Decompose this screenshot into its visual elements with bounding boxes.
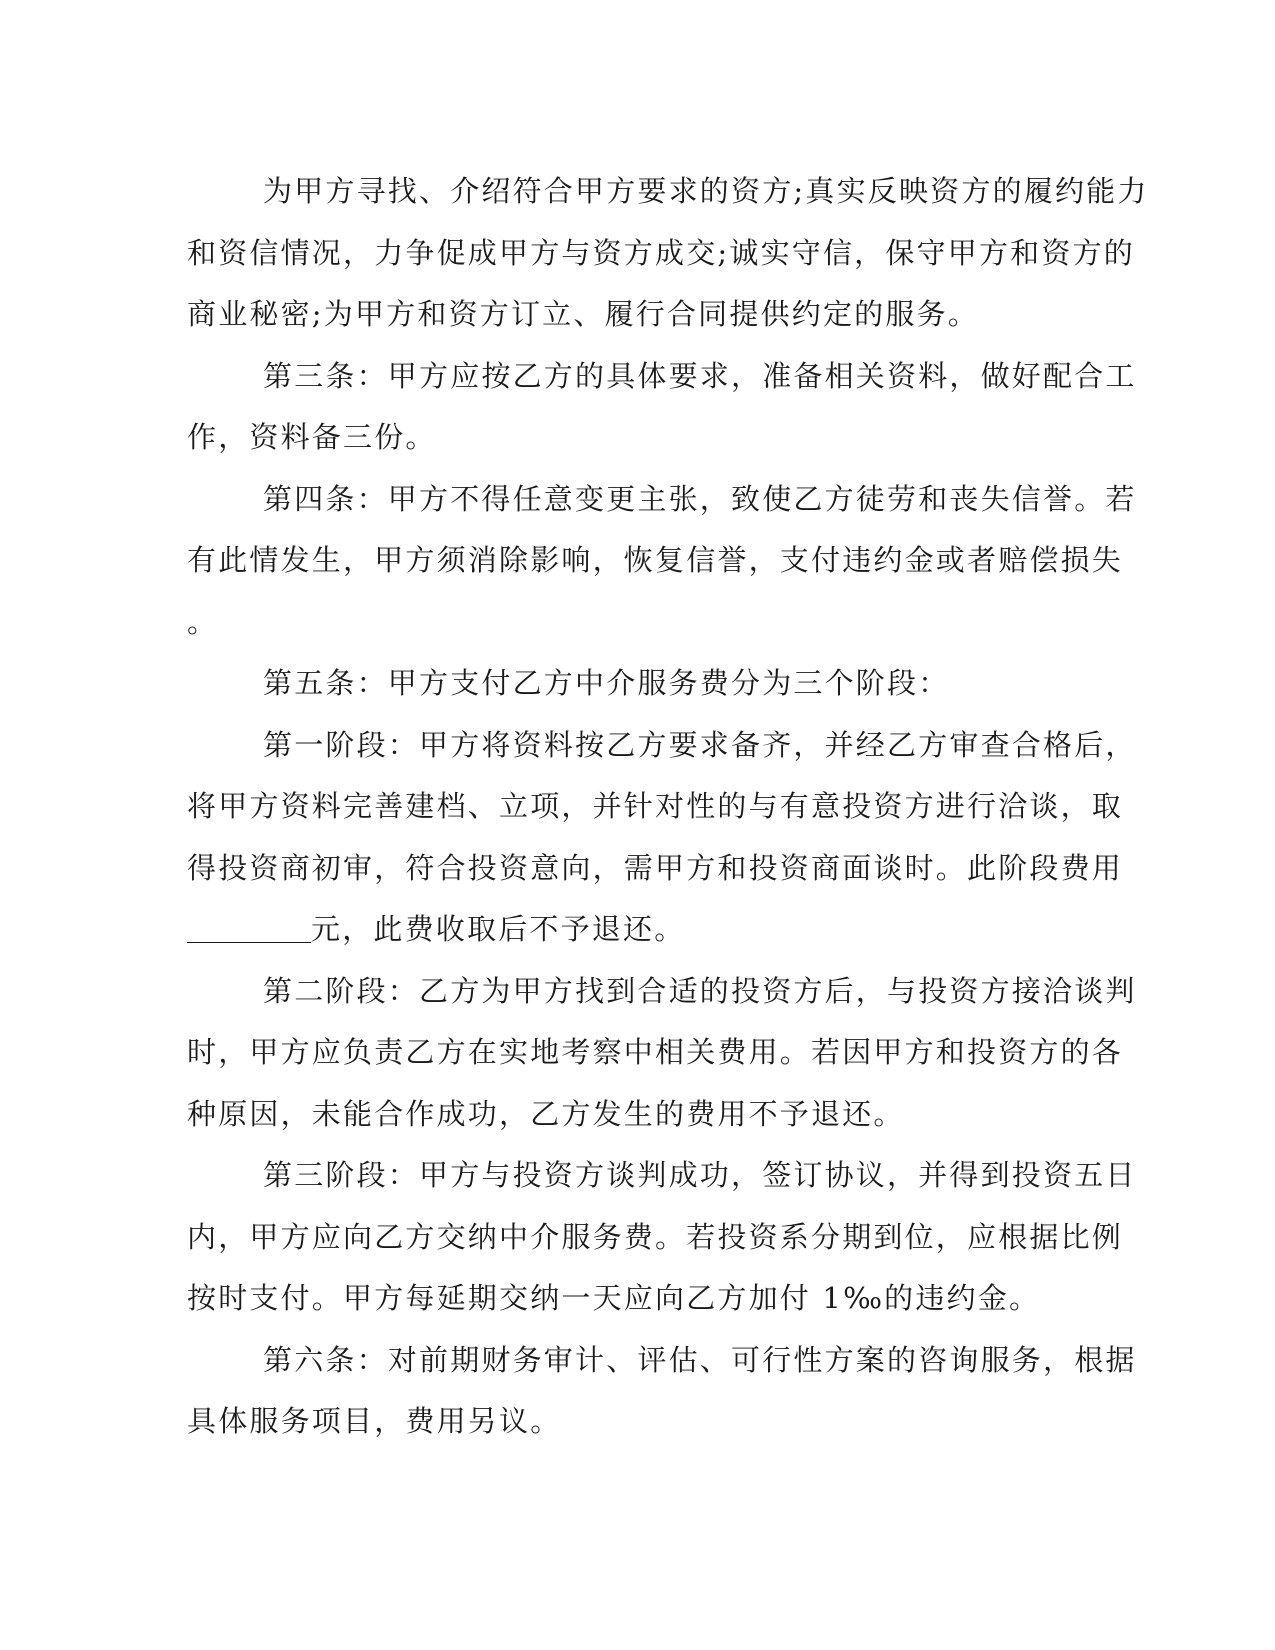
text-line: 有此情发生，甲方须消除影响，恢复信誉，支付违约金或者赔偿损失 <box>187 543 1124 577</box>
fee-line-text: 元，此费收取后不予退还。 <box>311 912 686 946</box>
text-line: 时，甲方应负责乙方在实地考察中相关费用。若因甲方和投资方的各 <box>187 1035 1124 1069</box>
text-line: 作，资料备三份。 <box>187 420 437 454</box>
text-line: 将甲方资料完善建档、立项，并针对性的与有意投资方进行洽谈，取 <box>187 789 1124 823</box>
document-body <box>187 161 1149 1453</box>
stage-2-line: 第二阶段：乙方为甲方找到合适的投资方后，与投资方接洽谈判 <box>263 973 1137 1008</box>
text-line: 种原因，未能合作成功，乙方发生的费用不予退还。 <box>187 1096 905 1131</box>
text-line: 得投资商初审，符合投资意向，需甲方和投资商面谈时。此阶段费用 <box>187 850 1124 885</box>
article-4-line: 第四条：甲方不得任意变更主张，致使乙方徒劳和丧失信誉。若 <box>263 481 1137 516</box>
stage-3-line: 第三阶段：甲方与投资方谈判成功，签订协议，并得到投资五日 <box>263 1158 1137 1192</box>
text-line: 为甲方寻找、介绍符合甲方要求的资方;真实反映资方的履约能力 <box>263 174 1149 208</box>
article-5-line: 第五条：甲方支付乙方中介服务费分为三个阶段： <box>263 666 950 700</box>
article-3-line: 第三条：甲方应按乙方的具体要求，准备相关资料，做好配合工 <box>263 358 1137 393</box>
fee-amount-blank[interactable] <box>187 912 311 943</box>
article-6-line: 第六条：对前期财务审计、评估、可行性方案的咨询服务，根据 <box>263 1342 1137 1377</box>
text-line: 商业秘密;为甲方和资方订立、履行合同提供约定的服务。 <box>187 297 979 331</box>
text-line: 。 <box>187 604 219 639</box>
text-line: 具体服务项目，费用另议。 <box>187 1404 562 1438</box>
text-line: 和资信情况，力争促成甲方与资方成交;诚实守信，保守甲方和资方的 <box>187 235 1135 270</box>
text-line: 按时支付。甲方每延期交纳一天应向乙方加付 1‰的违约金。 <box>187 1281 1041 1315</box>
text-line: 内，甲方应向乙方交纳中介服务费。若投资系分期到位，应根据比例 <box>187 1219 1124 1254</box>
stage-1-line: 第一阶段：甲方将资料按乙方要求备齐，并经乙方审查合格后， <box>263 727 1137 762</box>
fee-line <box>187 899 1087 961</box>
